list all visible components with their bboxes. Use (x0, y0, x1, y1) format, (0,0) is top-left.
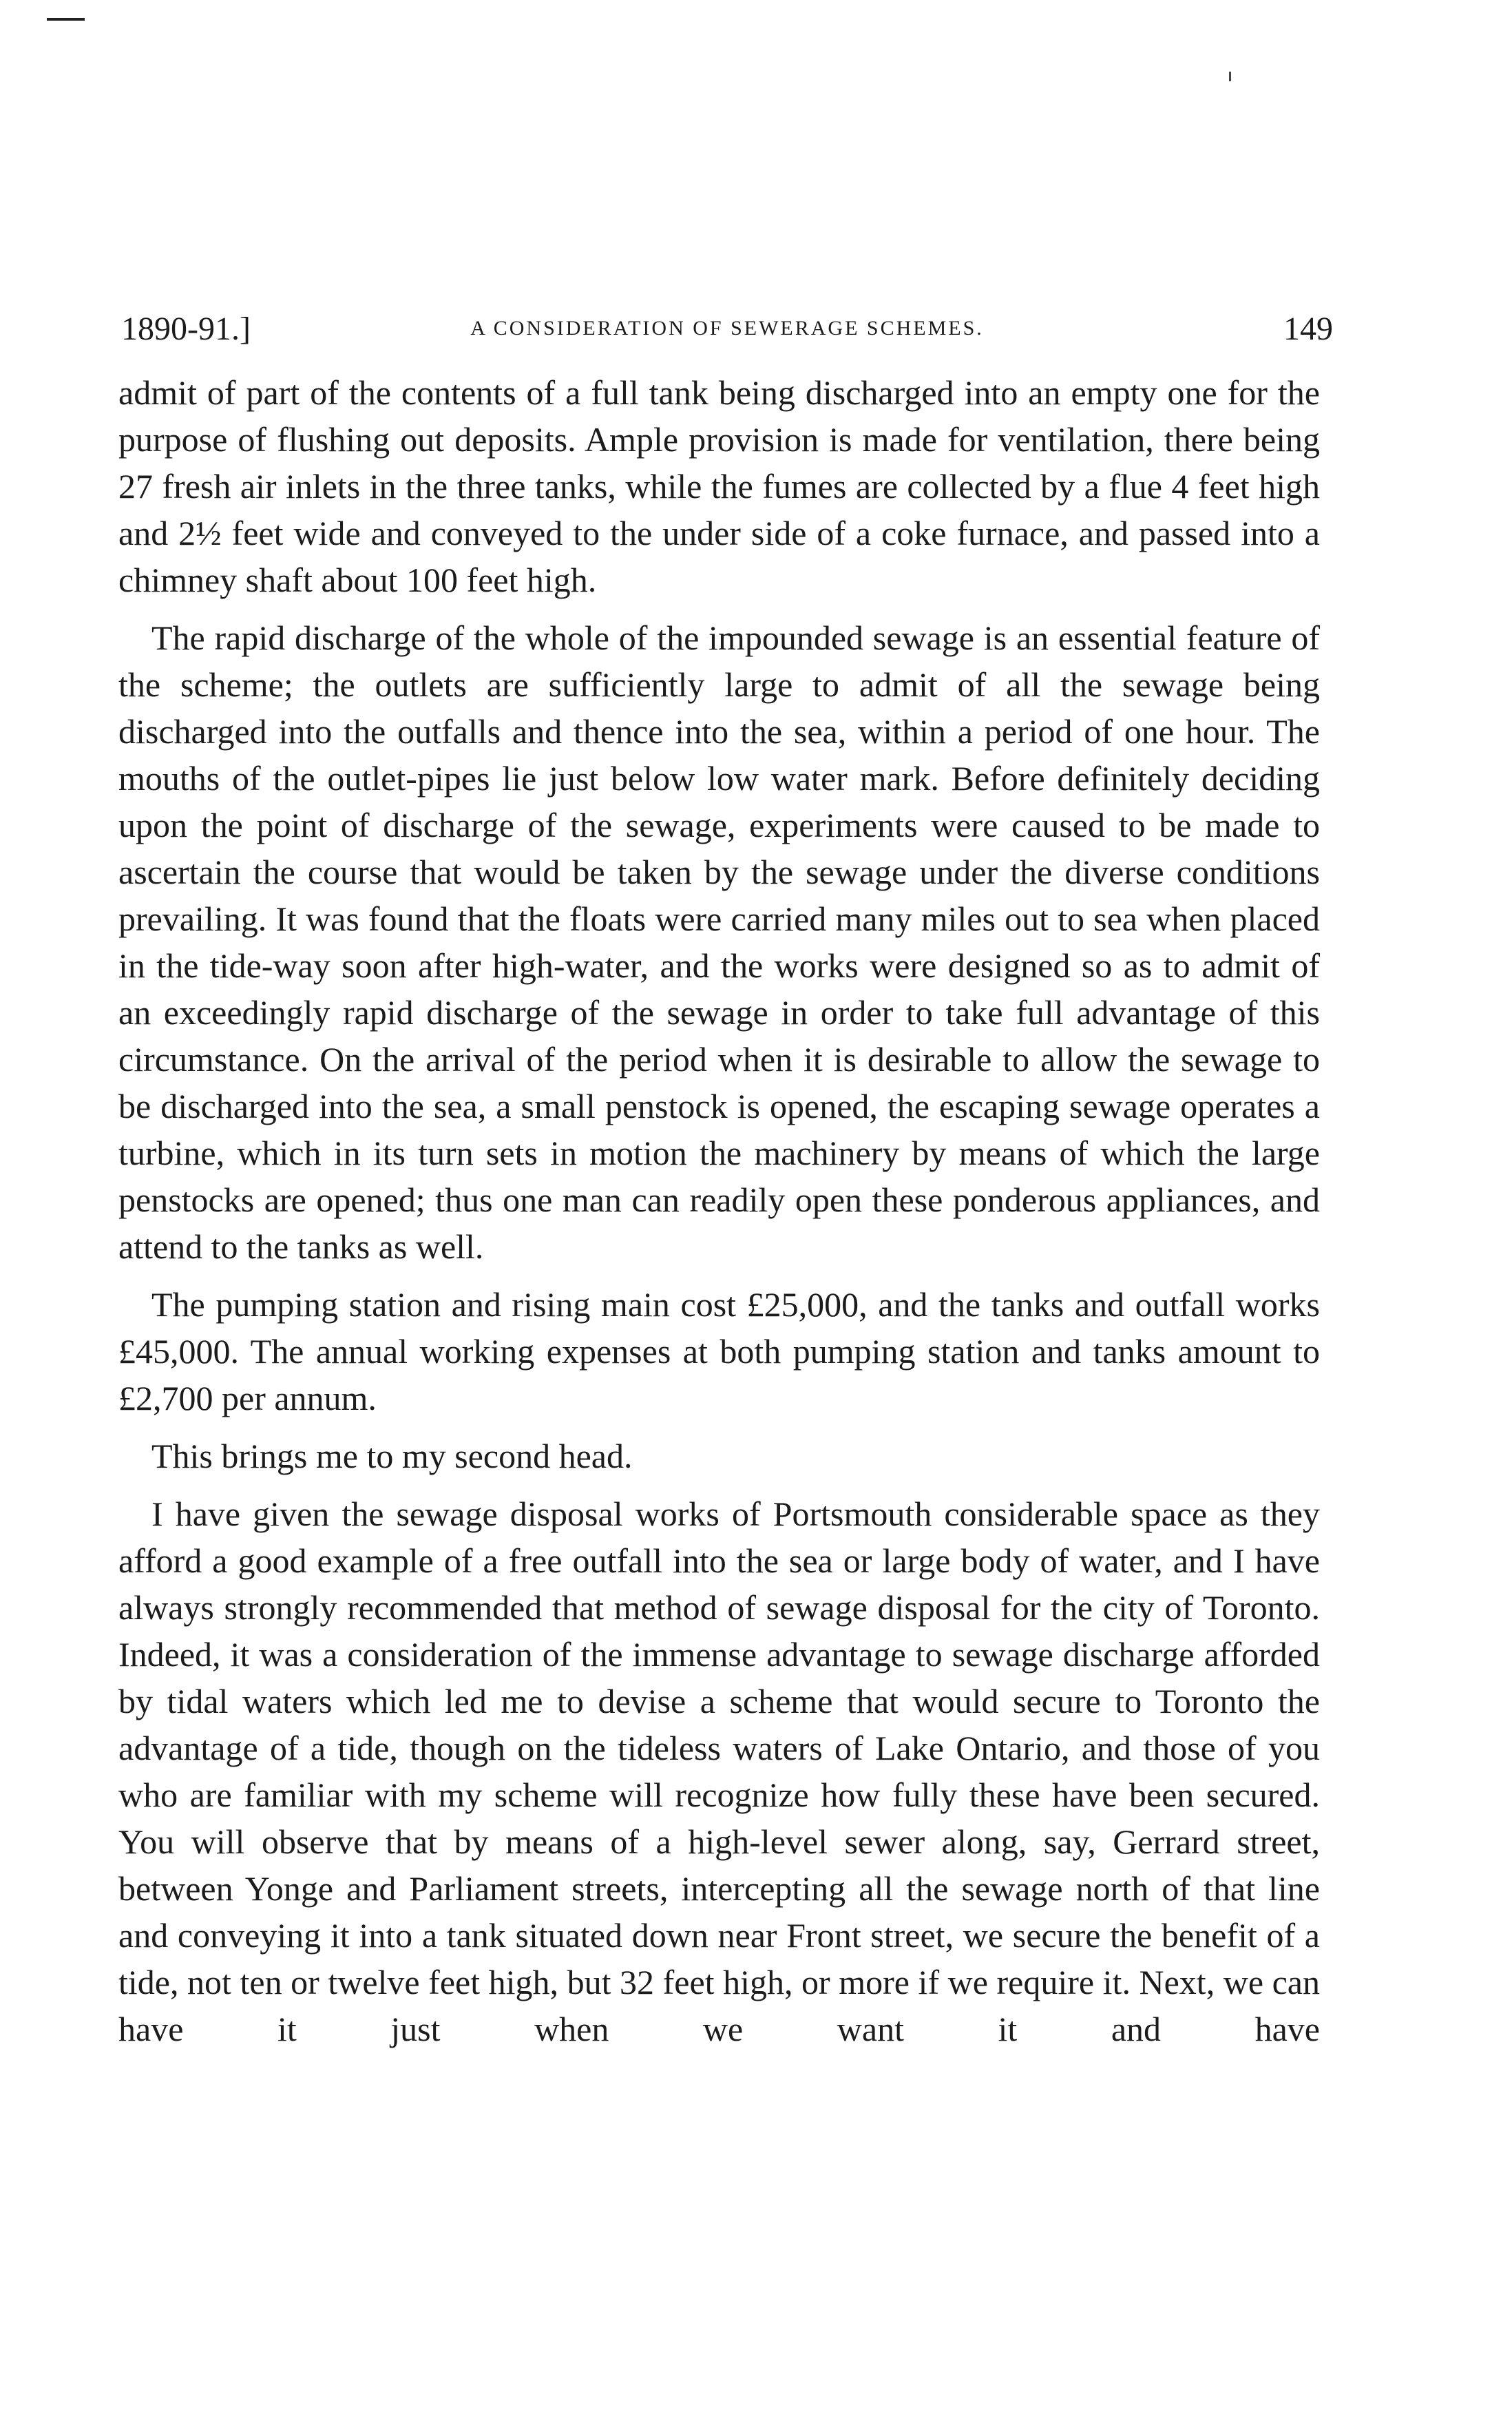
header-title: A CONSIDERATION OF SEWERAGE SCHEMES. (470, 317, 984, 340)
paragraph-toronto-scheme: I have given the sewage disposal works of Portsmouth considerable space as they afford a good example of a free outfall into the sea or large body of water, and I have always strongly recommended that method of sewage disposal for the city of Toronto. Indeed, it was a consideration of the immense advantage to sewage discharge afforded by tidal waters which led me to devise a scheme that would secure to Toronto the advantage of a tide, though on the tideless waters of Lake Ontario, and those of you who are familiar with my scheme will recognize how fully these have been secured. You will observe that by means of a high-level sewer along, say, Gerrard street, between Yonge and Parliament streets, intercepting all the sewage north of that line and conveying it into a tank situated down near Front street, we secure the benefit of a tide, not ten or twelve feet high, but 32 feet high, or more if we require it. Next, we can have it just when we want it and have (118, 1495, 1320, 2048)
paragraph-second-head: This brings me to my second head. (151, 1437, 633, 1475)
page-number: 149 (1283, 311, 1333, 347)
paragraph-costs: The pumping station and rising main cost £25,000, and the tanks and outfall works £45,000. The annual working expenses at both pumping station and tanks amount to £2,700 per annum. (118, 1285, 1320, 1417)
print-speck (1229, 72, 1231, 81)
paragraph-rapid-discharge: The rapid discharge of the whole of the impounded sewage is an essential feature of the scheme; the outlets are sufficiently large to admit of all the sewage being discharged into the outfalls and thence into the sea, within a period of one hour. The mouths of the outlet-pipes lie just below low water mark. Before definitely deciding upon the point of discharge of the sewage, experiments were caused to be made to ascertain the course that would be taken by the sewage under the diverse conditions prevailing. It was found that the floats were carried many miles out to sea when placed in the tide-way soon after high-water, and the works were designed so as to admit of an exceedingly rapid discharge of the sewage in order to take full advantage of this circumstance. On the arrival of the period when it is desirable to allow the sewage to be discharged into the sea, a small penstock is opened, the escaping sewage operates a turbine, which in its turn sets in motion the machinery by means of which the large penstocks are opened; thus one man can readily open these ponderous appliances, and attend to the tanks as well. (118, 618, 1320, 1266)
running-head (121, 310, 1333, 358)
corner-rule-mark (47, 18, 85, 21)
body-text (118, 369, 1320, 2063)
paragraph-continuation: admit of part of the contents of a full tank being discharged into an empty one for the purpose of flushing out deposits. Ample provision is made for ventilation, there being 27 fresh air inlets in the three tanks, while the fumes are collected by a flue 4 feet high and 2½ feet wide and conveyed to the under side of a coke furnace, and passed into a chimney shaft about 100 feet high. (118, 373, 1320, 599)
header-year: 1890-91.] (121, 311, 251, 347)
